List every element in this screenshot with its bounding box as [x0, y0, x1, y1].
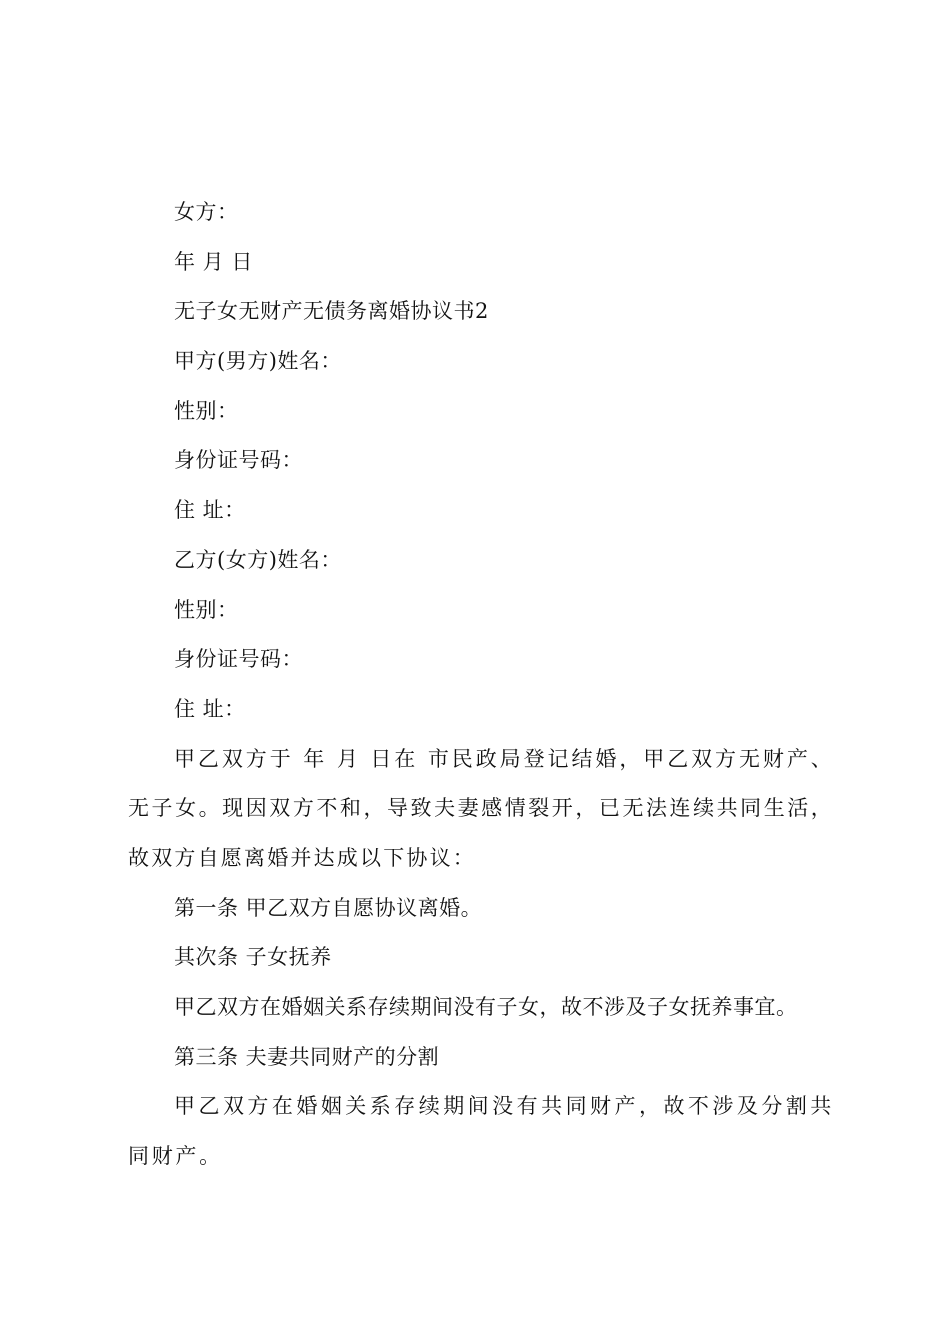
signature-date: 年 月 日	[174, 249, 253, 274]
article-2-title: 其次条 子女抚养	[174, 945, 332, 970]
party-a-name-field: 甲方(男方)姓名：	[174, 349, 342, 374]
article-2-body: 甲乙双方在婚姻关系存续期间没有子女，故不涉及子女抚养事宜。	[174, 995, 798, 1020]
party-a-address-field: 住 址：	[174, 498, 246, 523]
marriage-statement-paragraph: 甲乙双方于 年 月 日在 市民政局登记结婚，甲乙双方无财产、无子女。现因双方不和，导致夫妻感情裂开，已无法连续共同生活，故双方自愿离婚并达成以下协议：	[128, 746, 834, 870]
party-b-id-field: 身份证号码：	[174, 647, 303, 672]
article-1: 第一条 甲乙双方自愿协议离婚。	[174, 895, 483, 920]
article-3-title: 第三条 夫妻共同财产的分割	[174, 1044, 440, 1069]
party-a-gender-field: 性别：	[174, 398, 239, 423]
party-b-gender-field: 性别：	[174, 597, 239, 622]
party-a-id-field: 身份证号码：	[174, 448, 303, 473]
document-body	[128, 188, 834, 1182]
female-party-signature-label: 女方：	[174, 200, 239, 224]
agreement-title: 无子女无财产无债务离婚协议书2	[174, 299, 489, 324]
article-3-body: 甲乙双方在婚姻关系存续期间没有共同财产，故不涉及分割共同财产。	[128, 1094, 834, 1169]
party-b-address-field: 住 址：	[174, 696, 246, 721]
party-b-name-field: 乙方(女方)姓名：	[174, 547, 342, 572]
